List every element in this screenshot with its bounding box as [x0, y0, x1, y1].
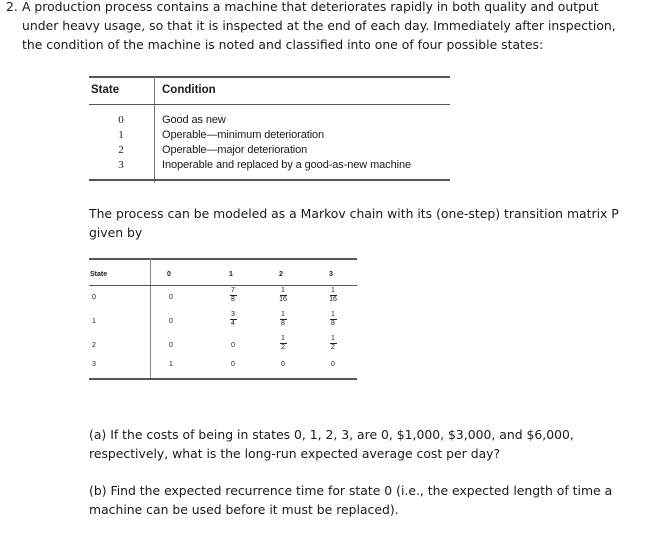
fraction-numerator: 1: [331, 287, 335, 294]
table1-state-0: 0: [118, 114, 124, 126]
table1-header-rule: [89, 104, 450, 105]
table2-row-state-0: 0: [92, 294, 96, 301]
table1-condition-2: Operable—major deterioration: [162, 144, 308, 156]
fraction-numerator: 1: [281, 335, 285, 342]
table1-condition-3: Inoperable and replaced by a good-as-new machine: [162, 159, 411, 171]
question-intro: A production process contains a machine that deteriorates rapidly in both quality and output under heavy usage, so that it is inspected at the end of each day. Immediately after inspection, the condition of the machine is noted and classified into one of four possible states:: [22, 0, 616, 52]
fraction-denominator: 2: [281, 344, 285, 351]
fraction-numerator: 7: [231, 287, 235, 294]
table1-condition-1: Operable—minimum deterioration: [162, 129, 325, 141]
table2-bottom-rule: [89, 378, 357, 380]
table1-condition-0: Good as new: [162, 114, 226, 126]
table2-header-col-0: 0: [167, 271, 171, 278]
fraction-denominator: 16: [279, 296, 287, 303]
fraction-numerator: 1: [281, 287, 285, 294]
table2-row-state-3: 3: [92, 361, 96, 368]
matrix-cell-fraction: [275, 311, 291, 327]
table2-header-rule: [89, 285, 357, 286]
matrix-cell-fraction: [325, 335, 341, 351]
part-a-text: (a) If the costs of being in states 0, 1, 2, 3, are 0, $1,000, $3,000, and $6,000, respectively, what is the long-run expected average cost per day?: [89, 427, 574, 461]
table1-state-1: 1: [118, 129, 124, 141]
fraction-numerator: 1: [331, 311, 335, 318]
matrix-cell: 1: [169, 361, 173, 368]
table1-state-3: 3: [118, 159, 124, 171]
table2-header-col-2: 2: [279, 271, 283, 278]
table2-top-rule: [89, 258, 357, 260]
matrix-cell: 0: [231, 342, 235, 349]
table2-row-state-1: 1: [92, 318, 96, 325]
fraction-denominator: 8: [231, 296, 235, 303]
matrix-cell-fraction: [225, 287, 241, 303]
matrix-intro-text: The process can be modeled as a Markov chain with its (one-step) transition matrix P given by: [89, 206, 619, 240]
table2-header-col-3: 3: [329, 271, 333, 278]
table2-row-state-2: 2: [92, 342, 96, 349]
table1-bottom-rule: [89, 179, 450, 181]
matrix-cell-fraction: [325, 287, 341, 303]
table1-state-2: 2: [118, 144, 124, 156]
fraction-numerator: 3: [231, 311, 235, 318]
fraction-denominator: 2: [331, 344, 335, 351]
matrix-cell: 0: [281, 361, 285, 368]
matrix-cell-fraction: [325, 311, 341, 327]
table2-header-col-1: 1: [229, 271, 233, 278]
matrix-cell: 0: [169, 294, 173, 301]
state-condition-table: [0, 0, 655, 200]
matrix-cell: 0: [231, 361, 235, 368]
table1-column-divider: [154, 76, 155, 183]
matrix-cell: 0: [169, 342, 173, 349]
matrix-cell: 0: [331, 361, 335, 368]
question-number: 2.: [6, 0, 18, 14]
table1-top-rule: [89, 76, 450, 78]
fraction-numerator: 1: [331, 335, 335, 342]
table2-column-divider: [150, 258, 151, 379]
part-b-text: (b) Find the expected recurrence time for state 0 (i.e., the expected length of time a machine can be used before it must be replaced).: [89, 483, 613, 517]
table1-header-condition: Condition: [162, 84, 216, 96]
matrix-cell-fraction: [275, 287, 291, 303]
fraction-denominator: 16: [329, 296, 337, 303]
matrix-cell: 0: [169, 318, 173, 325]
matrix-cell-fraction: [225, 311, 241, 327]
fraction-denominator: 8: [281, 320, 285, 327]
table2-header-state: State: [90, 271, 108, 278]
table1-header-state: State: [91, 84, 120, 96]
fraction-numerator: 1: [281, 311, 285, 318]
fraction-denominator: 8: [331, 320, 335, 327]
matrix-cell-fraction: [275, 335, 291, 351]
fraction-denominator: 4: [231, 320, 235, 327]
